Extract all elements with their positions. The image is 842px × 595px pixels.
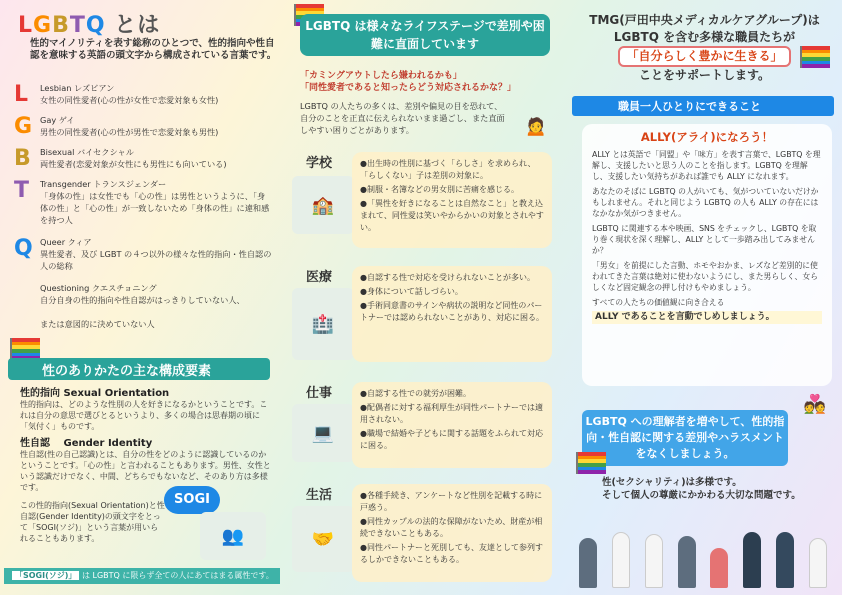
category-work: 仕事 — [306, 386, 333, 401]
person-illustration: 🙍 — [524, 115, 548, 137]
rainbow-flag-icon — [800, 46, 830, 68]
diversity-statement: 性(セクシャリティ)は多様です。 そして個人の尊厳にかかわる大切な問題です。 — [602, 477, 801, 501]
so-text: 性的指向は、どのような性別の人を好きになるかということです。これは自分の意思で選びとるというより、多くの場合は思春期の頃に「気付く」ものです。 — [20, 400, 268, 431]
life-box: ●各種手続き、アンケートなど性別を記載する時に戸惑う。 ●同性カップルの法的な保障がないため、財産が相続できないこともある。 ●同性パートナーと死別しても、友達として参列するしかできないこともある。 — [352, 484, 552, 582]
category-medical: 医療 — [306, 270, 333, 285]
gi-heading: 性自認 Gender Identity — [20, 438, 153, 449]
left-panel: LGBTQ とは 性的マイノリティを表す総称のひとつで、性的指向や性自認を意味する英語の頭文字から構成されている言葉です。 L Lesbian レズビアン 女性の同性愛者(心の性が女性で恋愛対象も女性) G Gay ゲイ 男性の同性愛者(心の性が男性で恋愛対象も男性) B Bisexual バイセクシャル 両性愛者(恋愛対象が女性にも男性にも向いている) T Transgender トランスジェンダー 「身体の性」は女性でも「心の性」は男性というように、「身体の性」と「心の性」が一致しないため「身体の性」に違和感を持つ人 Q Queer クィア 異性愛者、及び LGBT の４つ以外の様々な性的指向・性自認の人の総称 Questioning クエスチョニング 自分自身の性的指向や性自認がはっきりしていない人、 または意図的に決めていない人 性のありかたの主な構成要素 性的指向 Sexual Orientation 性的指向は、どのような性別の人を好きになるかということです。これは自分の意思で選びとるというより、多くの場合は思春期の頃に「気付く」ものです。 性自認 Gender Identity 性自認(性の自己認識)とは、自分の性をどのように認識しているのかということです。「心の性」と言われることもあります。男性、女性という認識だけでなく、中間、どちらでもないなど、そのあり方は多様です。 SOGI この性的指向(Sexual Orientation)と性自認(Gender Identity)の頭文字をとって「SOGI(ソジ)」という言葉が用いられることもあります。 👥 「SOGI(ソジ)」 は LGBTQ に限らず全ての人にあてはまる属性です。 — [0, 0, 280, 595]
couple-illustration: 💑 — [803, 393, 827, 415]
sogi-text: この性的指向(Sexual Orientation)と性自認(Gender Identity)の頭文字をとって「SOGI(ソジ)」という言葉が用いられることもあります。 — [20, 501, 165, 543]
category-school: 学校 — [306, 156, 333, 171]
work-illustration: 💻 — [292, 404, 354, 462]
gender-identity-block — [20, 438, 272, 493]
so-heading: 性的指向 Sexual Orientation — [20, 388, 170, 399]
ally-call: ALLY であることを言動でしめしましょう。 — [592, 311, 822, 324]
quotes: 「カミングアウトしたら嫌われるかも」 「同性愛者であると知ったらどう対応されるかな？」 — [300, 71, 517, 93]
gi-text: 性自認(性の自己認識)とは、自分の性をどのように認識しているのかということです。「心の性」と言われることもあります。男性、女性という認識だけでなく、中間、どちらでもないなど、そのあり方は多様です。 — [20, 450, 271, 492]
awareness-banner: LGBTQ への理解者を増やして、性的指向・性自認に関する差別やハラスメントをなくしましょう。 — [582, 410, 788, 466]
sogi-badge: SOGI — [164, 486, 220, 514]
middle-panel — [280, 0, 562, 595]
school-box: ●出生時の性別に基づく「らしさ」を求められ、「らしくない」子は差別の対象に。 ●制服・名簿などの男女別に苦痛を感じる。 ●「異性を好きになることは自然なこと」と教え込まれて、同性愛は笑いやからかいの対象とされやすい。 — [352, 152, 552, 248]
challenges-header: LGBTQ は様々なライフステージで差別や困難に直面しています — [300, 14, 550, 56]
rainbow-flag-icon — [576, 452, 606, 474]
section-title: 性のありかたの主な構成要素 — [8, 358, 270, 380]
sogi-footer: 「SOGI(ソジ)」 は LGBTQ に限らず全ての人にあてはまる属性です。 — [4, 568, 280, 584]
hospital-illustration: 🏥 — [292, 288, 354, 360]
staff-bar: 職員一人ひとりにできること — [572, 96, 834, 116]
lgbtq-title: LGBTQ とは — [18, 13, 161, 38]
people-illustration — [572, 508, 834, 588]
school-illustration: 🏫 — [292, 176, 354, 234]
lgbtq-intro: 性的マイノリティを表す総称のひとつで、性的指向や性自認を意味する英語の頭文字から構成されている言葉です。 — [30, 38, 277, 61]
sexual-orientation-block — [20, 388, 272, 432]
challenges-intro: LGBTQ の人たちの多くは、差別や偏見の目を恐れて、自分のことを正直に伝えられないまま過ごし、また直面しやすい困りごとがあります。 — [300, 101, 505, 135]
ally-box: ALLY(アライ)になろう！ ALLY とは英語で「同盟」や「味方」を表す言葉で、LGBTQ を理解し、支援したいと思う人のことを指します。LGBTQ を理解し、支援したい気持ちがあれば誰でも ALLY になれます。 あなたのそばに LGBTQ の人がいても、気がついていないだけかもしれません。それと同じよう LGBTQ の人も ALLY の存在にはなかなか気がつきません。 LGBTQ に関連する本や映画、SNS をチェックし、LGBTQ を取り巻く現状を深く理解し、ALLY として一歩踏み出してみませんか？ 「男女」を前提にした言動、ホモやおかま、レズなど差別的に使われてきた言葉は絶対に使わないようにし、また男らしく、女らしくなど固定観念の押し付けもやめましょう。 すべての人たちの価値観に向き合える ALLY であることを言動でしめしましょう。 — [582, 124, 832, 386]
work-box: ●自認する性での就労が困難。 ●配偶者に対する福利厚生が同性パートナーでは適用されない。 ●職場で結婚や子どもに関する話題をふられて対応に困る。 — [352, 382, 552, 468]
tmg-heading: TMG(戸田中央メディカルケアグループ)は LGBTQ を含む多様な職員たちが 「自分らしく豊かに生きる」 ことをサポートします。 — [589, 13, 820, 82]
ally-title: ALLY(アライ)になろう！ — [640, 130, 774, 144]
medical-box: ●自認する性で対応を受けられないことが多い。 ●身体について話しづらい。 ●手術同意書のサインや病状の説明など同性のパートナーでは認められないことがあり、対応に困る。 — [352, 266, 552, 362]
rainbow-flag-icon — [10, 338, 40, 360]
category-life: 生活 — [306, 488, 333, 503]
bench-illustration: 👥 — [200, 512, 266, 560]
right-panel — [562, 0, 842, 595]
life-illustration: 🤝 — [292, 506, 354, 572]
